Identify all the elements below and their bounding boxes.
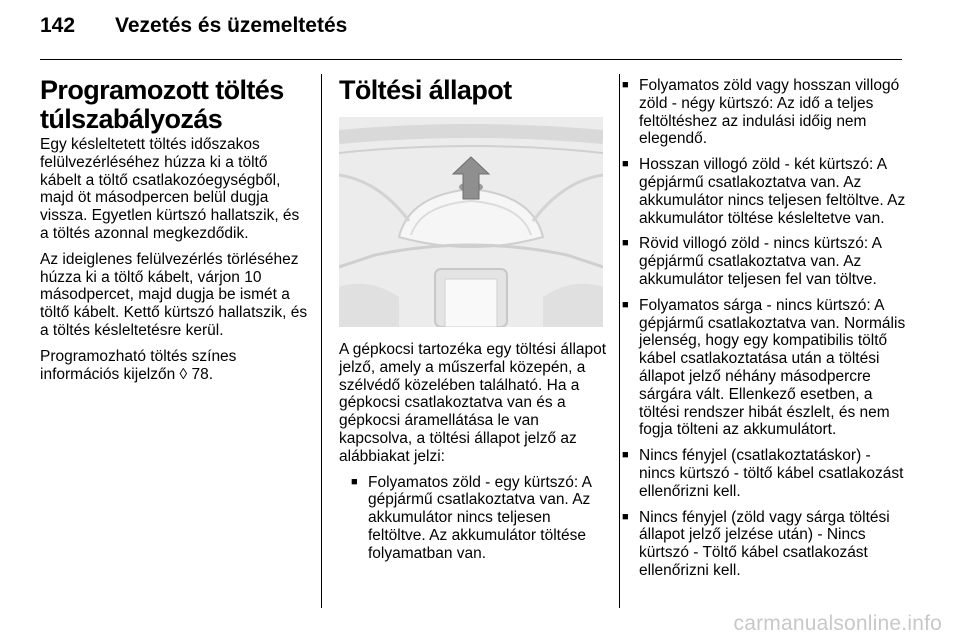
status-list bbox=[339, 474, 607, 563]
column-3 bbox=[622, 77, 907, 588]
page-number: 142 bbox=[40, 14, 76, 37]
list-item: ■ Nincs fényjel (zöld vagy sárga töltési állapot jelző jelzése után) - Nincs kürtszó - Töltő kábel csatlakozást ellenőrizni kell. bbox=[622, 508, 890, 579]
list-item: ■ Rövid villogó zöld - nincs kürtszó: A gépjármű csatlakoztatva van. Az akkumulátor teljesen fel van töltve. bbox=[622, 235, 882, 288]
paragraph: Egy késleltetett töltés időszakos felülvezérléséhez húzza ki a töltő kábelt a töltő csatlakozóegységből, majd öt másodpercen belül dugja vissza. Egyetlen kürtszó hallatszik, és a töltés azonnal megkezdődik. bbox=[40, 136, 300, 242]
column-divider-1 bbox=[321, 74, 322, 608]
charging-indicator-illustration bbox=[339, 117, 603, 327]
bullet-icon: ■ bbox=[622, 298, 629, 311]
bullet-icon: ■ bbox=[622, 79, 629, 91]
section-heading-charging-status: Töltési állapot bbox=[339, 75, 512, 105]
list-item: ■ Folyamatos sárga - nincs kürtszó: A gépjármű csatlakoztatva van. Normális jelenség, hogy egy kompatibilis töltő kábel csatlakoztatása után a töltési állapot jelző néhány másodpercre sárgára vált. Ellenkező esetben, a töltési rendszer hibát észlelt, és nem fogja tölteni az akkumulátort. bbox=[622, 296, 906, 439]
header-rule bbox=[40, 59, 902, 60]
section-heading-override: Programozott töltés túlszabályozás bbox=[40, 75, 284, 134]
bullet-icon: ■ bbox=[622, 158, 629, 171]
bullet-icon: ■ bbox=[622, 449, 629, 462]
page-header-title: Vezetés és üzemeltetés bbox=[115, 14, 348, 37]
bullet-icon: ■ bbox=[622, 510, 629, 523]
column-1 bbox=[40, 76, 308, 391]
watermark: carmanualsonline.info bbox=[733, 612, 942, 635]
list-item: ■ Folyamatos zöld - egy kürtszó: A gépjármű csatlakoztatva van. Az akkumulátor nincs teljesen feltöltve. Az akkumulátor töltése folyamatban van. bbox=[351, 473, 592, 562]
intro-paragraph: A gépkocsi tartozéka egy töltési állapot jelző, amely a műszerfal közepén, a szélvédő közelében található. Ha a gépkocsi csatlakoztatva van és a gépkocsi áramellátása le van kapcsolva, a töltési állapot jelző az alábbiakat jelzi: bbox=[339, 341, 607, 465]
paragraph: Az ideiglenes felülvezérlés törléséhez húzza ki a töltő kábelt, várjon 10 másodpercet, majd dugja be ismét a töltő kábelt. Kettő kürtszó hallatszik, és a töltés késleltetésre kerül. bbox=[40, 250, 308, 339]
status-list-continued bbox=[622, 77, 907, 580]
bullet-icon: ■ bbox=[622, 237, 629, 250]
list-item: ■ Folyamatos zöld vagy hosszan villogó zöld - négy kürtszó: Az idő a teljes feltöltéshez az indulási időig nem elegendő. bbox=[622, 77, 900, 148]
bullet-icon: ■ bbox=[351, 475, 358, 488]
dashboard-illustration bbox=[339, 117, 603, 327]
column-divider-2 bbox=[619, 74, 620, 608]
list-item: ■ Nincs fényjel (csatlakoztatáskor) - nincs kürtszó - töltő kábel csatlakozást ellenőrizni kell. bbox=[622, 447, 904, 500]
list-item: ■ Hosszan villogó zöld - két kürtszó: A gépjármű csatlakoztatva van. Az akkumulátor nincs teljesen feltöltve. Az akkumulátor töltése késleltetve van. bbox=[622, 156, 906, 227]
paragraph-crossref: Programozható töltés színes információs kijelzőn ◊ 78. bbox=[40, 347, 237, 383]
column-2 bbox=[339, 76, 607, 571]
